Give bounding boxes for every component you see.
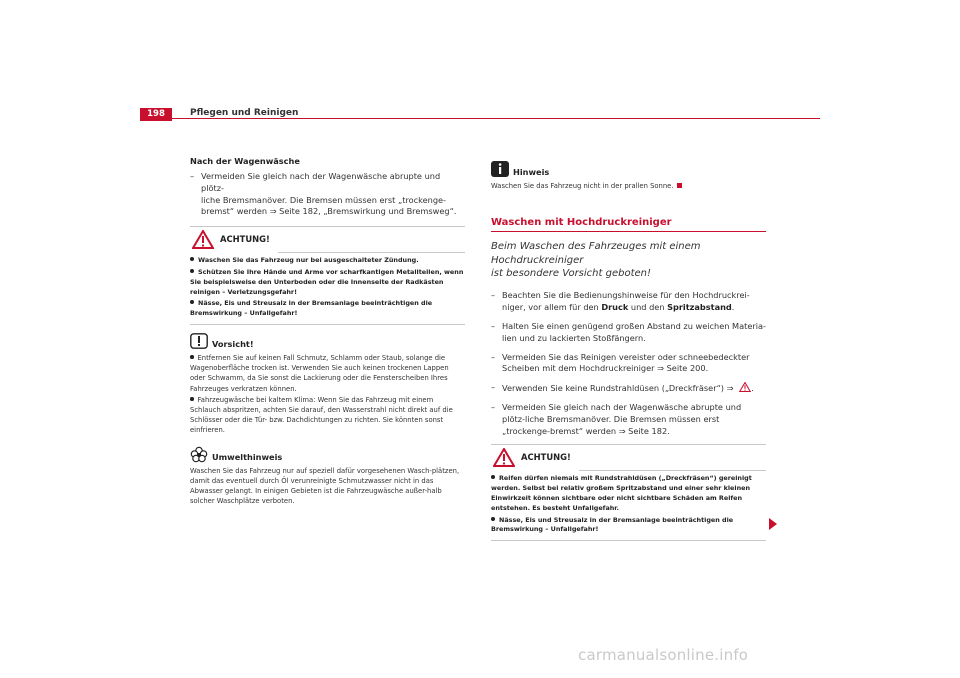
caution-item (190, 353, 465, 394)
section-lead-line: Beim Waschen des Fahrzeuges mit einem Hochdruckreiniger (491, 241, 701, 266)
section-lead (491, 240, 766, 280)
warning-body (491, 471, 766, 540)
warning-header (220, 227, 465, 253)
list-item: – Verwenden Sie keine Rundstrahldüsen („Dreckfräser“) ⇒ . (491, 382, 766, 395)
caution-header (190, 333, 465, 353)
hint-text-content: Waschen Sie das Fahrzeug nicht in der prallen Sonne. (491, 182, 674, 190)
list-item-bold: Spritzabstand (667, 302, 732, 313)
bullet-icon (190, 300, 194, 304)
warning-item (491, 474, 766, 513)
section-lead-line: ist besondere Vorsicht geboten! (491, 268, 651, 280)
list-item-text: liche Bremsmanöver. Die Bremsen müssen erst „trockenge- (201, 194, 447, 205)
warning-triangle-icon (493, 448, 515, 467)
subtitle-after-wash: Nach der Wagenwäsche (190, 156, 300, 166)
right-column (491, 161, 766, 541)
bullet-icon (190, 355, 194, 359)
bullet-icon (190, 269, 194, 273)
list-item-text: Beachten Sie die Bedienungshinweise für den Hochdruckrei-niger, vor allem für den (502, 290, 750, 313)
bullet-icon (190, 257, 194, 261)
warning-item-text: Schützen Sie Ihre Hände und Arme vor scharfkantigen Metallteilen, wenn Sie beispielsweise den Unterboden oder die Innenseite der Radkästen reinigen – Verletzungsgefahr! (190, 267, 464, 296)
warning-box (190, 226, 465, 325)
warning-triangle-icon (192, 230, 214, 249)
list-item-text: Verwenden Sie keine Rundstrahldüsen („Dreckfräser“) ⇒ (502, 383, 734, 394)
warning-header (521, 445, 766, 471)
warning-item-text: Nässe, Eis und Streusalz in der Bremsanlage beeinträchtigen die Bremswirkung – Unfallgefahr! (190, 299, 433, 318)
hint-text (491, 181, 766, 191)
list-item (491, 290, 766, 314)
list-item-text: und den (628, 302, 668, 313)
warning-body (190, 253, 465, 324)
list-item (190, 171, 465, 218)
warning-title: ACHTUNG! (521, 452, 571, 463)
list-item: – Vermeiden Sie das Reinigen vereister oder schneebedeckter Scheiben mit dem Hochdruckreiniger ⇒ Seite 200. (491, 352, 766, 376)
environment-header (190, 446, 465, 466)
warning-item-text: Reifen dürfen niemals mit Rundstrahldüsen („Dreckfräsen“) gereinigt werden. Selbst bei relativ großem Spritzabstand und einer sehr kleinen Einwirkzeit können sichtbare oder nicht sichtbare Schäden am Reifen entstehen. Es besteht Unfallgefahr. (491, 474, 752, 512)
list-item-text: . (731, 302, 735, 313)
warning-item-text: Nässe, Eis und Streusalz in der Bremsanlage beeinträchtigen die Bremswirkung – Unfallgefahr! (491, 515, 734, 534)
list-item: – Halten Sie einen genügend großen Abstand zu weichen Materia-lien und zu lackierten Stoßfängern. (491, 321, 766, 345)
warning-item-text: Waschen Sie das Fahrzeug nur bei ausgeschalteter Zündung. (198, 256, 419, 265)
caution-title: Vorsicht! (212, 338, 254, 349)
caution-item (190, 395, 465, 436)
list-item-text: Vermeiden Sie gleich nach der Wagenwäsche abrupte und plötz- (201, 171, 441, 193)
warning-triangle-icon (739, 382, 751, 392)
warning-item (491, 516, 766, 536)
warning-item (190, 299, 465, 319)
header-rule (140, 118, 820, 119)
list-item: – Vermeiden Sie gleich nach der Wagenwäsche abrupte und plötz-liche Bremsmanöver. Die Bremsen müssen erst „trockenge-bremst“ werden ⇒ Seite 182. (491, 402, 766, 437)
info-icon (491, 161, 509, 177)
bullet-icon (491, 517, 495, 521)
environment-title: Umwelthinweis (212, 451, 283, 462)
bullet-icon (190, 397, 194, 401)
caution-item-text: Entfernen Sie auf keinen Fall Schmutz, Schlamm oder Staub, solange die Wagenoberfläche trocken ist. Verwenden Sie auch keinen trockenen Lappen oder Schwamm, da Sie sonst die Lackierung oder die Fensterscheiben Ihres Fahrzeuges verkratzen können. (190, 353, 449, 393)
hint-header (491, 161, 766, 181)
page-number: 198 (140, 108, 172, 121)
warning-item (190, 268, 465, 297)
end-mark (677, 183, 682, 188)
list-item-bold: Druck (601, 302, 629, 313)
warning-box (491, 444, 766, 541)
list-item-text: bremst“ werden ⇒ Seite 182, „Bremswirkung und Bremsweg“. (201, 206, 457, 217)
running-head: Pflegen und Reinigen (190, 108, 299, 118)
footer-watermark: carmanualsonline.info (578, 646, 749, 664)
bullet-icon (491, 475, 495, 479)
warning-title: ACHTUNG! (220, 234, 270, 245)
left-column (190, 156, 465, 507)
next-page-arrow-icon (769, 518, 777, 530)
section-title: Waschen mit Hochdruckreiniger (491, 217, 766, 232)
caution-item-text: Fahrzeugwäsche bei kaltem Klima: Wenn Sie das Fahrzeug mit einem Schlauch abspritzen, achten Sie darauf, den Wasserstrahl nicht direkt auf die Schlösser oder die Tür- bzw. Dachdichtungen zu richten. Sie könnten sonst einfrieren. (190, 395, 453, 435)
flower-icon (190, 446, 208, 464)
hint-title: Hinweis (513, 167, 550, 177)
warning-item (190, 256, 465, 266)
environment-text: Waschen Sie das Fahrzeug nur auf speziell dafür vorgesehenen Wasch-plätzen, damit das eventuell durch Öl verunreinigte Schmutzwasser nicht in das Abwasser gelangt. In einigen Gebieten ist die Fahrzeugwäsche außer-halb solcher Waschplätze verboten. (190, 466, 460, 506)
caution-icon (190, 333, 208, 349)
